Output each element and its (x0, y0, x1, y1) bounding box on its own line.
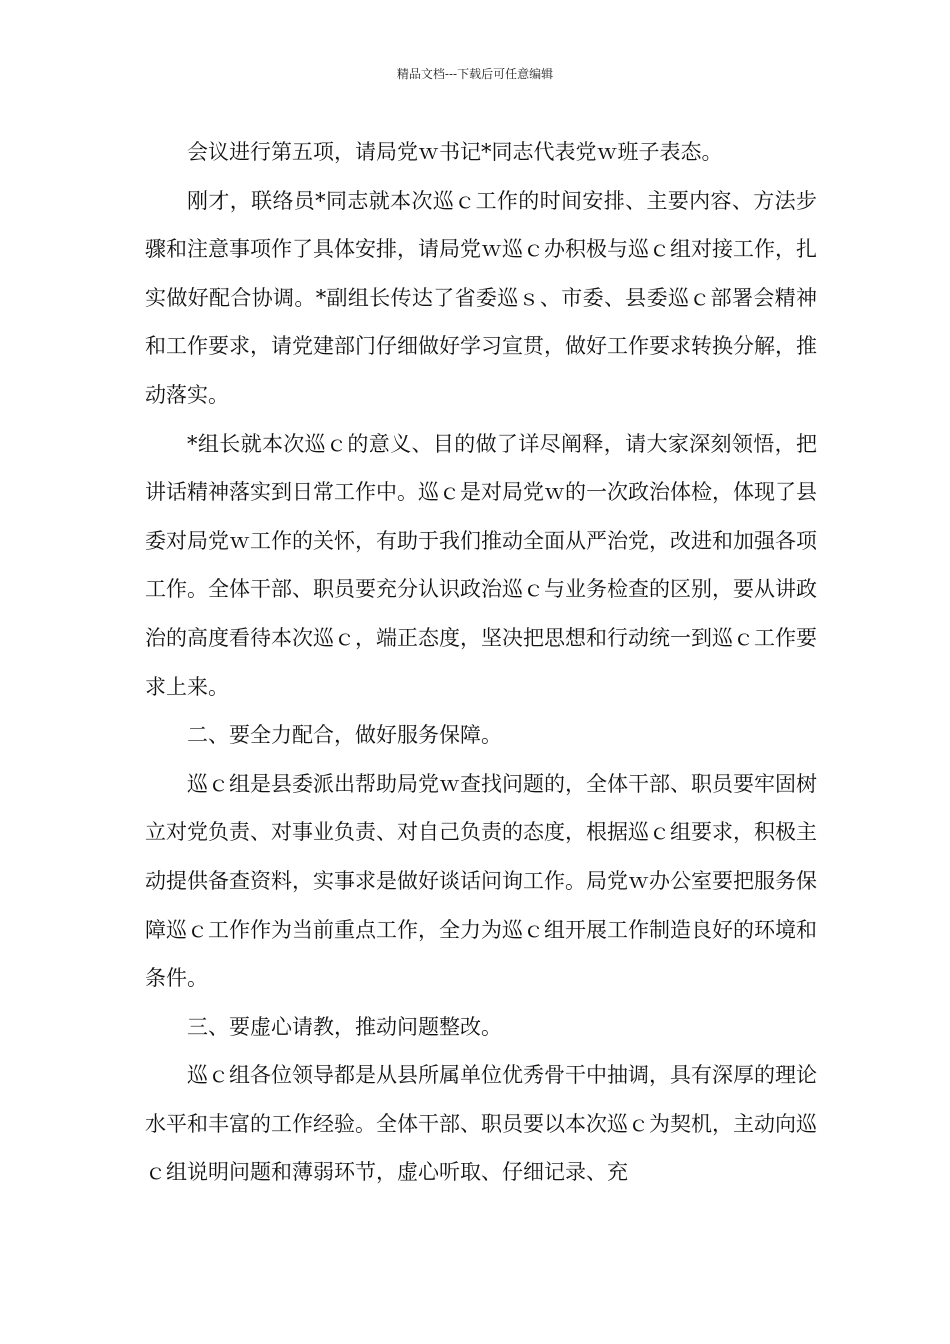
paragraph-4: 巡ｃ组是县委派出帮助局党ｗ查找问题的，全体干部、职员要牢固树立对党负责、对事业负责、对自己负责的态度，根据巡ｃ组要求，积极主动提供备查资料，实事求是做好谈话问询工作。局党ｗ办公室要把服务保障巡ｃ工作作为当前重点工作，全力为巡ｃ组开展工作制造良好的环境和条件。 (145, 771, 817, 991)
section-heading-3: 三、要虚心请教，推动问题整改。 (187, 1014, 502, 1039)
page-header: 精品文档---下载后可任意编辑 (396, 67, 554, 81)
paragraph-5: 巡ｃ组各位领导都是从县所属单位优秀骨干中抽调，具有深厚的理论水平和丰富的工作经验。全体干部、职员要以本次巡ｃ为契机，主动向巡ｃ组说明问题和薄弱环节，虚心听取、仔细记录、充 (145, 1063, 817, 1185)
paragraph-3: *组长就本次巡ｃ的意义、目的做了详尽阐释，请大家深刻领悟，把讲话精神落实到日常工作中。巡ｃ是对局党ｗ的一次政治体检，体现了县委对局党ｗ工作的关怀，有助于我们推动全面从严治党，改进和加强各项工作。全体干部、职员要充分认识政治巡ｃ与业务检查的区别，要从讲政治的高度看待本次巡ｃ，端正态度，坚决把思想和行动统一到巡ｃ工作要求上来。 (145, 431, 817, 699)
paragraph-2: 刚才，联络员*同志就本次巡ｃ工作的时间安排、主要内容、方法步骤和注意事项作了具体安排，请局党ｗ巡ｃ办积极与巡ｃ组对接工作，扎实做好配合协调。*副组长传达了省委巡ｓ、市委、县委巡ｃ部署会精神和工作要求，请党建部门仔细做好学习宣贯，做好工作要求转换分解，推动落实。 (145, 188, 817, 407)
document-body (145, 128, 817, 1197)
section-heading-2: 二、要全力配合，做好服务保障。 (187, 723, 502, 748)
paragraph-1: 会议进行第五项，请局党ｗ书记*同志代表党ｗ班子表态。 (187, 140, 723, 164)
